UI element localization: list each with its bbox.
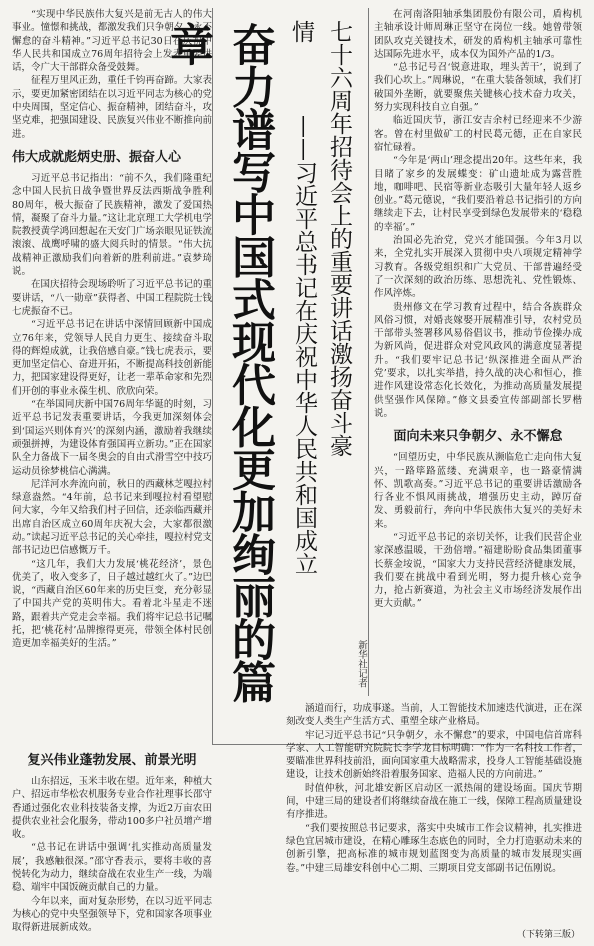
body-paragraph: 今年以来，面对复杂形势，在以习近平同志为核心的党中央坚强领导下，党和国家各项事业取得新进展新成效。: [12, 895, 212, 934]
continued-note: （下转第三版）: [516, 930, 580, 940]
intro-paragraph: 征程万里风正劲，重任千钧再奋蹄。大家表示，要更加紧密团结在以习近平同志为核心的党中央周围，坚定信心、振奋精神，团结奋斗，攻坚克难，把强国建设、民族复兴伟业不断推向前进。: [12, 75, 212, 140]
section-heading: 伟大成就彪炳史册、振奋人心: [12, 149, 182, 165]
body-paragraph: 山东招远，玉米丰收在望。近年来，种植大户、招远市华松农机服务专业合作社理事长邵守香通过强化农业科技装备支撑，为近2万亩农田提供农业社会化服务，带动100多户社员增产增收。: [12, 776, 212, 841]
body-paragraph: 习近平总书记指出：“前不久，我们隆重纪念中国人民抗日战争暨世界反法西斯战争胜利80周年，极大振奋了民族精神，激发了爱国热情，凝聚了奋斗力量。”这让北京理工大学机电学院教授黄学鸿回想起在天安门广场亲眼见证铁流滚滚、战鹰呼啸的盛大阅兵时的情景。“伟大抗战精神正激励我们向着新的胜利前进。”袁梦琦说。: [12, 172, 212, 278]
column-rule: [212, 8, 213, 744]
right-column: [374, 8, 582, 696]
column-rule: [368, 8, 369, 696]
body-paragraph: 贵州修文在学习教育过程中，结合各族群众风俗习惯，对婚丧嫁娶开展精准引导，农村党员干部带头签署移风易俗倡议书，推动节俭操办成为新风尚，促进群众对党风政风的满意度显著提升。“我们要牢记总书记‘纵深推进全面从严治党’要求，以扎实举措，持久战的决心和恒心，推进作风建设常态化长效化，为推动高质量发展提供坚强作风保障。”修文县委宣传部副部长罗楷说。: [374, 301, 582, 419]
bottom-left-block: [12, 744, 212, 940]
bottom-right-block: [286, 702, 582, 924]
headline: 奋力谱写中国式现代化更加绚丽的篇章: [162, 22, 275, 702]
deck-line-1: 七十六周年招待会上的重要讲话激扬奋斗豪情: [288, 20, 352, 457]
body-paragraph: 时值仲秋，河北雄安新区启动区一派热闹的建设场面。国庆节期间，中建三局的建设者们将继续奋战在施工一线，保障工程高质量建设有序推进。: [286, 782, 582, 821]
body-paragraph: “今年是‘两山’理念提出20年。这些年来，我目睹了家乡的发展蝶变：矿山遗址成为露营胜地，咖啡吧、民宿等新业态吸引大量年轻人返乡创业。”葛元德说，“我们要沿着总书记指引的方向继续走下去，让村民享受到绿色发展带来的‘稳稳的幸福’。”: [374, 155, 582, 233]
body-paragraph: “总书记在讲话中强调‘扎实推动高质量发展’，我感触很深。”邵守香表示，要将丰收的喜悦转化为动力，继续奋战在农业生产一线，为端稳、端牢中国饭碗贡献自己的力量。: [12, 842, 212, 894]
body-paragraph: 涵道而行，功成事遂。当前，人工智能技术加速迭代演进，正在深刻改变人类生产生活方式、重塑全球产业格局。: [286, 703, 582, 728]
byline: 新华社记者: [356, 640, 367, 688]
body-paragraph: “回望历史，中华民族从濒临危亡走向伟大复兴，一路筚路蓝缕、充满艰辛，也一路豪情满怀、凯歌高奏。”习近平总书记的重要讲话激励各行各业不惧风雨挑战，增强历史主动，踔厉奋发、勇毅前行，奔向中华民族伟大复兴的美好未来。: [374, 452, 582, 530]
body-paragraph: “我们要按照总书记要求，落实中央城市工作会议精神，扎实推进绿色宜居城市建设，在精心雕琢生态底色的同时，全力打造驱动未来的创新引擎，把高标准的城市规划蓝图变为高质量的城市发展现实画卷。”中建三局雄安科创中心二期、三期项目党支部副书记伍刚说。: [286, 822, 582, 874]
body-paragraph: “在举国同庆新中国76周年华诞的时刻，习近平总书记发表重要讲话，今我更加深刻体会到‘国运兴则体育兴’的深刻内涵，激励着我继续顽强拼搏，为建设体育强国再立新功。”正在国家队全力备战下一届冬奥会的自由式滑雪空中技巧运动员徐梦桃信心满满。: [12, 399, 212, 477]
body-paragraph: “这几年，我们大力发展‘桃花经济’，景色优美了，收入变多了，日子越过越红火了。”边巴说，“西藏自治区60年来的历史巨变，充分彰显了中国共产党的英明伟大。看着北斗星走不迷路，跟着共产党走会幸福。我们将牢记总书记嘱托，把‘桃花村’品牌擦得更亮，带领全体村民创造更加幸福美好的生活。”: [12, 558, 212, 650]
section-heading: 面向未来只争朝夕、永不懈怠: [393, 429, 563, 445]
body-paragraph: 临近国庆节，浙江安吉余村已经迎来不少游客。曾在村里做矿工的村民葛元德，正在自家民宿忙碌着。: [374, 115, 582, 153]
body-paragraph: 尼洋河水奔流向前，秋日的西藏林芝嘎拉村绿意盎然。“4年前，总书记来到嘎拉村看望慰问大家，今年又给我们村子回信，还亲临西藏并出席自治区成立60周年庆祝大会，大家都很激动。”读起习近平总书记的关心牵挂，嘎拉村党支部书记边巴信感慨万千。: [12, 478, 212, 557]
body-paragraph: “总书记号召‘锐意进取，埋头苦干’，说到了我们心坎上。”周琳说，“在重大装备领域，我们打破国外垄断，就要聚焦关键核心技术奋力攻关，努力实现科技自立自强。”: [374, 62, 582, 114]
body-paragraph: 在河南洛阳轴承集团股份有限公司，盾构机主轴承设计师周琳正坚守在岗位一线。她曾带领团队攻克关键技术，研发的盾构机主轴承可靠性达国际先进水平，成本仅为国外产品的1/3。: [374, 9, 582, 60]
body-paragraph: “习近平总书记在讲话中深情回顾新中国成立76年来，党领导人民自力更生、接续奋斗取得的辉煌成就，让我倍感自豪。”钱七虎表示，要更加坚定信心、奋进开拓，不断提高科技创新能力，把国家建设得更好，让老一辈革命家和先烈们开创的事业永葆生机、欣欣向荣。: [12, 319, 212, 397]
body-paragraph: 治国必先治党，党兴才能国强。今年3月以来，全党扎实开展深入贯彻中央八项规定精神学习教育。各级党组织和广大党员、干部普遍经受了一次深刻的政治历练、思想洗礼、党性锻炼、作风淬炼。: [374, 235, 582, 300]
deck-line-2: ——习近平总书记在庆祝中华人民共和国成立: [291, 115, 317, 575]
intro-paragraph: “实现中华民族伟大复兴是前无古人的伟大事业。憧憬和挑战，都激发我们只争朝夕、永不懈怠的奋斗精神。”习近平总书记30日在庆祝中华人民共和国成立76周年招待会上发表重要讲话，令广大干部群众备受鼓舞。: [12, 9, 212, 74]
body-paragraph: “习近平总书记的亲切关怀，让我们民营企业家深感温暖，干劲倍增。”福建盼盼食品集团董事长蔡金垵说，“国家大力支持民营经济健康发展，我们要在挑战中看到光明，努力提升核心竞争力，抢占新赛道，为社会主义市场经济发展作出更大贡献。”: [374, 531, 582, 610]
section-heading: 复兴伟业蓬勃发展、前景光明: [27, 753, 197, 768]
body-paragraph: 牢记习近平总书记“只争朝夕，永不懈怠”的要求，中国电信首席科学家、人工智能研究院院长李学龙目标明确：“作为一名科技工作者，要瞄准世界科技前沿，面向国家重大战略需求，投身人工智能基础设施建设，让技术创新始终沿着服务国家、造福人民的方向前进。”: [286, 729, 582, 781]
body-paragraph: 在国庆招待会现场聆听了习近平总书记的重要讲话，“八一勋章”获得者、中国工程院院士钱七虎振奋不已。: [12, 279, 212, 317]
